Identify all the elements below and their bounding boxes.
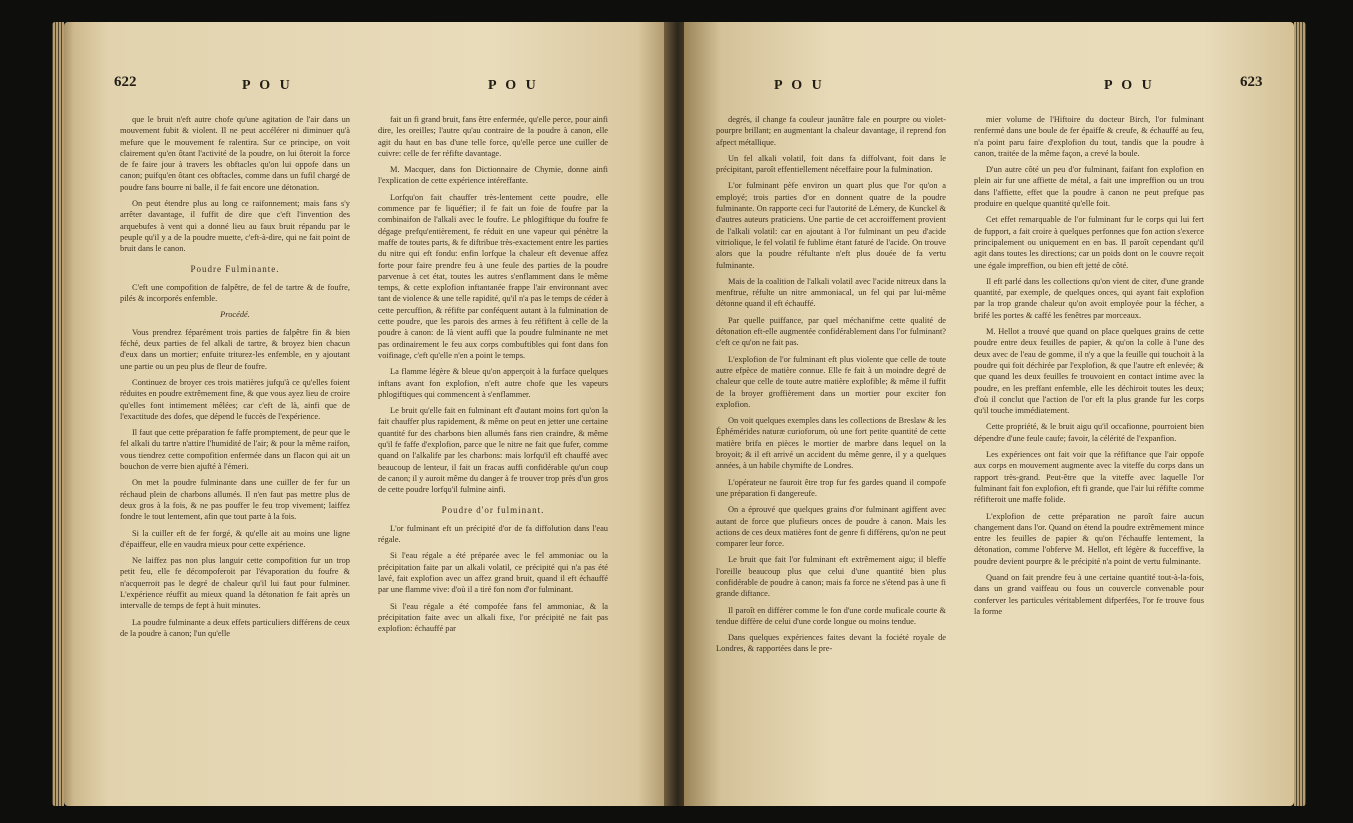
paragraph: Cette propriété, & le bruit aigu qu'il occafionne, pourroient bien dépendre d'une feule caufe; favoir, la célérité de l'expanfion. bbox=[974, 422, 1204, 443]
paragraph: Cet effet remarquable de l'or fulminant fur le corps qui lui fert de fupport, a fait croire à quelques perfonnes que fon action s'exerce principalement ou uniquement en en bas. Il paroît cependant qu'il agit dans toutes les directions; car un poids dont on le couvre reçoit une égale impreffion, ou bien eft jetté de côté. bbox=[974, 215, 1204, 270]
paragraph: L'opérateur ne fauroit être trop fur fes gardes quand il compofe une préparation fi dangereufe. bbox=[716, 477, 946, 498]
paragraph: Il eft parlé dans les collections qu'on vient de citer, d'une grande quantité, par exemple, de quelques onces, qui ayant fait explofion par la trop grande chaleur qu'on avoit employée pour la fécher, a brifé les portes & caffé les fenêtres par morceaux. bbox=[974, 276, 1204, 320]
paragraph: M. Hellot a trouvé que quand on place quelques grains de cette poudre entre deux feuilles de papier, & qu'on la colle à l'une des deux avec de l'eau de gomme, il n'y a que la feuille qui touchoit à la poudre qui foit déchirée par l'explofion, & que l'autre eft enlevée; & que quand les deux feuilles fe trouvoient en contact intime avec la poudre, en les preffant enfemble, elle les déchiroit toutes les deux; d'où il conclut que l'action de l'or eft la plus grande fur les corps qu'il touche immédiatement. bbox=[974, 327, 1204, 416]
paragraph: Il paroît en différer comme le fon d'une corde muficale courte & tendue diffère de celui d'une corde longue ou moins tendue. bbox=[716, 605, 946, 626]
paragraph: On met la poudre fulminante dans une cuiller de fer fur un réchaud plein de charbons allumés. Il n'en faut pas mettre plus de deux gros à la fois, & ne pas pouffer le feu trop vivement; laiffez fondre le tout lentement, afin que tout parte à la fois. bbox=[120, 478, 350, 522]
paragraph: M. Macquer, dans fon Dictionnaire de Chymie, donne ainfi l'explication de cette expérience intéreffante. bbox=[378, 165, 608, 186]
paragraph: Si l'eau régale a été préparée avec le fel ammoniac ou la précipitation faite par un alkali volatil, ce précipité qui n'a pas été lavé, fait explofion avec un affez grand bruit, quand il eft échauffé par une flamme vive: d'où il a tiré fon nom d'or fulminant. bbox=[378, 551, 608, 595]
paragraph: Un fel alkali volatil, foit dans fa diffolvant, foit dans le précipitant, paroît effentiellement néceffaire pour la fulmination. bbox=[716, 153, 946, 175]
paragraph: fait un fi grand bruit, fans être enfermée, qu'elle perce, pour ainfi dire, les oreilles; l'autre qu'au contraire de la poudre à canon, elle agit du haut en bas d'une telle force, qu'elle perce une cuiller de cuivre: celle de fer réfifte davantage. bbox=[378, 115, 608, 158]
paragraph: D'un autre côté un peu d'or fulminant, faifant fon explofion en plein air fur une affiette de métal, a fait une impreffion ou un trou dans l'affiette, effet que la poudre à canon ne peut prefque pas produire en quelque quantité qu'elle foit. bbox=[974, 165, 1204, 209]
paragraph: Si l'eau régale a été compofée fans fel ammoniac, & la précipitation faite avec un alkali fixe, l'or précipité ne fait pas explofion: échauffé par bbox=[378, 601, 608, 634]
paragraph: degrés, il change fa couleur jaunâtre fale en pourpre ou violet-pourpre brillant; en augmentant la chaleur davantage, il reprend fon afpect métallique. bbox=[716, 115, 946, 147]
paragraph: Continuez de broyer ces trois matières jufqu'à ce qu'elles foient réduites en poudre extrêmement fine, & que vous ayez lieu de croire qu'elles font intimement mêlées; car c'eft de là, ainfi que de l'exactitude des dofes, que dépend le fuccès de l'expérience. bbox=[120, 377, 350, 421]
paragraph: Quand on fait prendre feu à une certaine quantité tout-à-la-fois, dans un grand vaiffeau ou fous un couvercle convenable pour conferver les particules véritablement difperfées, l'or fe trouve fous la forme bbox=[974, 572, 1204, 616]
paragraph: Si la cuiller eft de fer forgé, & qu'elle ait au moins une ligne d'épaiffeur, elle en vaudra mieux pour cette expérience. bbox=[120, 528, 350, 549]
paragraph: L'explofion de l'or fulminant eft plus violente que celle de toute autre efpèce de matière connue. Elle fe fait à un moindre degré de chaleur que celle de toute autre matière explofible; & même il fuffit de la broyer groffièrement dans un mortier pour exciter fon explofion. bbox=[716, 354, 946, 409]
section-heading: Poudre d'or fulminant. bbox=[441, 504, 545, 515]
left-running-head-right: P O U bbox=[488, 78, 539, 93]
paragraph: Dans quelques expériences faites devant la fociété royale de Londres, & rapportées dans le pre- bbox=[716, 633, 946, 654]
left-page-number: 622 bbox=[114, 74, 137, 90]
left-column-1 bbox=[120, 114, 350, 644]
right-running-head-right: P O U bbox=[1104, 78, 1155, 93]
paragraph: Le bruit qu'elle fait en fulminant eft d'autant moins fort qu'on la fait chauffer plus rapidement, & même on peut en jetter une certaine quantité fur des charbons bien allumés fans rien craindre, & même qu'il fe faffe d'explofion, parce que le nitre ne fait que fufer, comme quand on l'alkalife par les charbons: mais lorfqu'il eft chauffé avec beaucoup de lenteur, il fait un fracas auffi confidérable qu'un coup de canon; il y auroit même du danger à fe trouver trop près d'un gros de cette poudre lorfqu'il fulmine ainfi. bbox=[378, 406, 608, 495]
paragraph: Le bruit que fait l'or fulminant eft extrêmement aigu; il bleffe l'oreille beaucoup plus que celui d'une quantité bien plus confidérable de poudre à canon; mais fa force ne s'étend pas à une fi grande diftance. bbox=[716, 555, 946, 599]
paragraph: mier volume de l'Hiftoire du docteur Birch, l'or fulminant renfermé dans une boule de fer épaiffe & creufe, & échauffé au feu, n'a point paru faire d'explofion du tout, tandis que la poudre à canon, traitée de la même façon, a crevé la boule. bbox=[974, 115, 1204, 158]
paragraph: La flamme légère & bleue qu'on apperçoit à la furface quelques inftans avant fon explofion, n'eft autre chofe que les vapeurs phlogiftiques qui commencent à s'enflammer. bbox=[378, 367, 608, 399]
paragraph: On peut étendre plus au long ce raifonnement; mais fans s'y arrêter davantage, il fuffit de dire que c'eft l'invention des arquebufes à vent qui a donné lieu au faux bruit répandu par le peuple qu'il y a de la poudre muette, c'eft-à-dire, qui ne fait point de bruit dans le canon. bbox=[120, 199, 350, 254]
paragraph: On voit quelques exemples dans les collections de Breslaw & les Éphémérides naturæ curioforum, où une fort petite quantité de cette matière brifa en pièces le mortier de marbre dans lequel on la broyoit; & il eft arrivé un accident du même genre, il y a quelques années, à un habile chymifte de Londres. bbox=[716, 416, 946, 471]
right-running-head-left: P O U bbox=[774, 78, 825, 93]
paragraph: Vous prendrez féparément trois parties de falpêtre fin & bien féché, deux parties de fel alkali de tartre, & broyez bien chacun d'eux dans un mortier; enfuite triturez-les enfemble, en y ajoutant une partie ou un peu plus de fleur de foufre. bbox=[120, 327, 350, 371]
paragraph: L'or fulminant pèfe environ un quart plus que l'or qu'on a employé; trois parties d'or en donnent quatre de la poudre fulminante. On rapporte ceci fur l'autorité de Lémery, de Kunckel & d'autres auteurs praticiens. Une partie de cet accroiffement provient de l'alkali volatil: car en ajoutant à l'or fulminant un peu d'acide vitriolique, le fel volatil fe fublime étant faturé de l'acide. On trouve alors que la poudre réfultante n'eft plus douée de fa vertu fulminante. bbox=[716, 181, 946, 270]
left-page-edges bbox=[52, 22, 64, 806]
open-book bbox=[64, 22, 1294, 806]
left-running-head-left: P O U bbox=[242, 78, 293, 93]
paragraph: Il faut que cette préparation fe faffe promptement, de peur que le fel alkali du tartre n'attire l'humidité de l'air; & pour la même raifon, vous tiendrez cette compofition enfermée dans un flacon qui ait un bouchon de verre bien ajufté à l'émeri. bbox=[120, 428, 350, 472]
left-column-2 bbox=[378, 114, 608, 639]
right-page-number: 623 bbox=[1240, 74, 1263, 90]
paragraph: Ne laiffez pas non plus languir cette compofition fur un trop petit feu, elle fe décompoferoit par l'évaporation du foufre & n'acquerroit pas le degré de chaleur qu'il lui faut pour fulminer. L'expérience réuffit au mieux quand la détonation fe fait après un intervalle de temps de fept à huit minutes. bbox=[120, 556, 350, 611]
paragraph: L'or fulminant eft un précipité d'or de fa diffolution dans l'eau régale. bbox=[378, 523, 608, 545]
paragraph: C'eft une compofition de falpêtre, de fel de tartre & de foufre, pilés & incorporés enfemble. bbox=[120, 282, 350, 304]
subheading: Procédé. bbox=[220, 310, 250, 320]
paragraph: L'explofion de cette préparation ne paroît faire aucun changement dans l'or. Quand on étend la poudre extrêmement mince entre les feuilles de papier & qu'on l'échauffe lentement, la détonation, comme l'obferve M. Hellot, eft légère & fucceffive, la poudre devient pourpre & le précipité n'a point de vertu fulminante. bbox=[974, 511, 1204, 566]
right-column-2 bbox=[974, 114, 1204, 622]
paragraph: Mais de la coalition de l'alkali volatil avec l'acide nitreux dans la menftrue, réfulte un nitre ammoniacal, un fel qui par lui-même détonne quand il eft échauffé. bbox=[716, 276, 946, 309]
right-column-1 bbox=[716, 114, 946, 660]
left-page bbox=[64, 22, 674, 806]
paragraph: La poudre fulminante a deux effets particuliers différens de ceux de la poudre à canon; l'un qu'elle bbox=[120, 617, 350, 638]
paragraph: que le bruit n'eft autre chofe qu'une agitation de l'air dans un mouvement fubit & violent. Il ne peut accélérer ni diminuer qu'à mefure que le mouvement fe ralentira. Sur ce principe, on voit clairement qu'en ôtant l'activité de la poudre, on lui ôteroit la force de fe faire jour à travers les obftacles qu'on lui oppofe dans un canon; puifqu'en ôtant ces obftacles, comme dans un fufil chargé de poudre fans bourre ni balle, il fe fait encore une détonation. bbox=[120, 115, 350, 192]
paragraph: Lorfqu'on fait chauffer très-lentement cette poudre, elle commence par fe liquéfier; il fe fait un foie de foufre par la combinaifon de l'alkali avec le foufre. Le phlogiftique du foufre fe dégage prefqu'entièrement, fe réduit en une vapeur qui pénètre la maffe de toutes parts, & fe diftribue très-exactement entre les parties du nitre qui eft fondu: enfin lorfque la chaleur eft devenue affez forte pour faire prendre feu à une feule des parties de la poudre parvenue à cet état, toutes les autres s'enflamment dans le même temps, & cette explofion inftantanée frappe l'air environnant avec tant de violence & une telle rapidité, qu'il n'a pas le temps de céder à cette percuffion, & réfifte par conféquent autant à la fulmination de cette poudre, que les parois des armes à feu réfiftent à celle de la poudre à canon: de là vient auffi que la poudre fulminante ne met pas ordinairement le feu aux corps combuftibles qui font dans fon voifinage, c'eft qu'elle n'en a point le temps. bbox=[378, 192, 608, 360]
right-page-edges bbox=[1294, 22, 1306, 806]
right-page bbox=[684, 22, 1294, 806]
paragraph: Par quelle puiffance, par quel méchanifme cette qualité de détonation eft-elle augmentée confidérablement dans l'or fulminant? c'eft ce qu'on ne fait pas. bbox=[716, 315, 946, 348]
paragraph: Les expériences ont fait voir que la réfiftance que l'air oppofe aux corps en mouvement augmente avec la viteffe du corps dans un rapport très-grand. Peut-être que la viteffe avec laquelle l'or fulminant fait fon explofion, eft fi grande, que l'air lui réfifte comme réfifteroit une maffe folide. bbox=[974, 450, 1204, 505]
paragraph: On a éprouvé que quelques grains d'or fulminant agiffent avec autant de force que plufieurs onces de poudre à canon. Mais les actions de ces deux matières font de genre fi différens, qu'on ne peut comparer leur force. bbox=[716, 505, 946, 549]
section-heading: Poudre Fulminante. bbox=[190, 263, 280, 274]
